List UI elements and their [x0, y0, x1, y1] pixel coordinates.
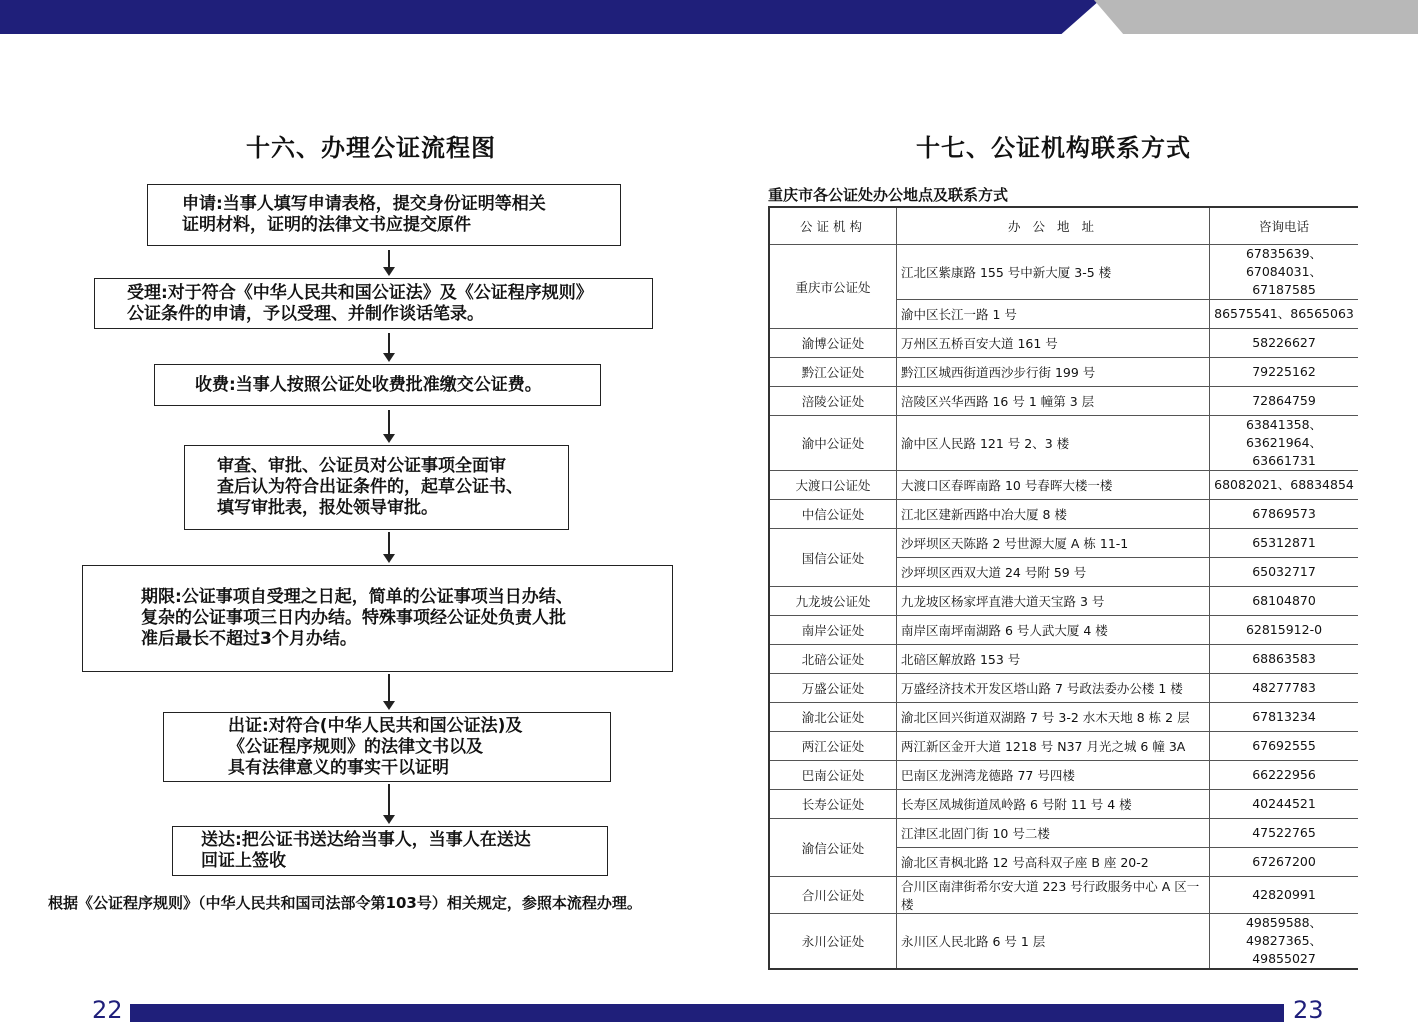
phone-line: 67187585: [1252, 282, 1316, 297]
org-cell: 重庆市公证处: [769, 245, 897, 329]
address-cell: 江北区建新西路中冶大厦 8 楼: [897, 500, 1210, 529]
table-row: [769, 587, 1358, 616]
header-phone: 咨询电话: [1210, 207, 1359, 245]
table-row: [769, 616, 1358, 645]
phone-cell: 65312871: [1210, 529, 1359, 558]
flow-arrow: [388, 250, 390, 274]
org-cell: 九龙坡公证处: [769, 587, 897, 616]
table-row: [769, 529, 1358, 558]
phone-cell: 42820991: [1210, 877, 1359, 914]
table-row: [769, 500, 1358, 529]
flow-arrow: [388, 674, 390, 708]
flow-step-line: 出证:对符合(中华人民共和国公证法)及: [228, 715, 523, 736]
address-cell: 沙坪坝区西双大道 24 号附 59 号: [897, 558, 1210, 587]
address-cell: 北碚区解放路 153 号: [897, 645, 1210, 674]
flow-step-fee: [154, 364, 601, 406]
header-address: 办 公 地 址: [897, 207, 1210, 245]
address-cell: 渝中区长江一路 1 号: [897, 300, 1210, 329]
phone-cell: 86575541、86565063: [1210, 300, 1359, 329]
address-cell: 黔江区城西街道西沙步行街 199 号: [897, 358, 1210, 387]
phone-line: 49859588、49827365、: [1245, 915, 1323, 948]
org-cell: 国信公证处: [769, 529, 897, 587]
org-cell: 大渡口公证处: [769, 471, 897, 500]
address-cell: 长寿区凤城街道凤岭路 6 号附 11 号 4 楼: [897, 790, 1210, 819]
phone-cell: [1210, 245, 1359, 300]
org-cell: 渝中公证处: [769, 416, 897, 471]
org-cell: 中信公证处: [769, 500, 897, 529]
org-cell: 南岸公证处: [769, 616, 897, 645]
table-row: [769, 674, 1358, 703]
address-cell: 永川区人民北路 6 号 1 层: [897, 914, 1210, 970]
phone-cell: 68863583: [1210, 645, 1359, 674]
flow-step-line: 准后最长不超过3个月办结。: [141, 629, 357, 649]
org-cell: 黔江公证处: [769, 358, 897, 387]
phone-line: 67835639、67084031、: [1245, 246, 1323, 279]
phone-cell: [1210, 416, 1359, 471]
org-cell: 合川公证处: [769, 877, 897, 914]
phone-cell: 48277783: [1210, 674, 1359, 703]
org-cell: 渝博公证处: [769, 329, 897, 358]
phone-cell: 68104870: [1210, 587, 1359, 616]
phone-cell: [1210, 914, 1359, 970]
phone-cell: 67692555: [1210, 732, 1359, 761]
flow-step-line: 送达:把公证书送达给当事人，当事人在送达: [201, 830, 531, 850]
flow-step-issue: [163, 712, 611, 782]
flow-step-line: 收费:当事人按照公证处收费批准缴交公证费。: [195, 374, 542, 395]
address-cell: 渝中区人民路 121 号 2、3 楼: [897, 416, 1210, 471]
address-cell: 南岸区南坪南湖路 6 号人武大厦 4 楼: [897, 616, 1210, 645]
table-row: [769, 329, 1358, 358]
table-row: [769, 645, 1358, 674]
table-row: [769, 732, 1358, 761]
org-cell: 北碚公证处: [769, 645, 897, 674]
page-number-left: 22: [92, 996, 123, 1024]
flow-step-line: 查后认为符合出证条件的，起草公证书、: [217, 477, 523, 497]
flow-arrow: [388, 410, 390, 441]
table-row: [769, 416, 1358, 471]
table-caption: 重庆市各公证处办公地点及联系方式: [768, 186, 1009, 204]
address-cell: 万州区五桥百安大道 161 号: [897, 329, 1210, 358]
bottom-decor-bar: [130, 1004, 1284, 1022]
flow-step-line: 《公证程序规则》的法律文书以及: [228, 736, 483, 757]
flow-step-line: 审查、审批、公证员对公证事项全面审: [217, 456, 506, 476]
org-cell: 涪陵公证处: [769, 387, 897, 416]
address-cell: 巴南区龙洲湾龙德路 77 号四楼: [897, 761, 1210, 790]
header-org: 公证机构: [769, 207, 897, 245]
address-cell: 两江新区金开大道 1218 号 N37 月光之城 6 幢 3A: [897, 732, 1210, 761]
org-cell: 渝信公证处: [769, 819, 897, 877]
table-row: [769, 790, 1358, 819]
table-row: [769, 761, 1358, 790]
phone-cell: 72864759: [1210, 387, 1359, 416]
phone-cell: 62815912-0: [1210, 616, 1359, 645]
flow-step-deliver: [172, 826, 608, 876]
flow-arrow: [388, 333, 390, 360]
flow-step-line: 受理:对于符合《中华人民共和国公证法》及《公证程序规则》: [127, 282, 593, 303]
address-cell: 涪陵区兴华西路 16 号 1 幢第 3 层: [897, 387, 1210, 416]
flow-step-line: 回证上签收: [201, 851, 286, 871]
table-row: [769, 245, 1358, 300]
table-row: [769, 387, 1358, 416]
flowchart-title: 十六、办理公证流程图: [246, 134, 496, 162]
org-cell: 两江公证处: [769, 732, 897, 761]
flowchart-note: 根据《公证程序规则》（中华人民共和国司法部令第103号）相关规定，参照本流程办理。: [48, 894, 642, 912]
table-row: [769, 819, 1358, 848]
flow-step-line: 期限:公证事项自受理之日起，简单的公证事项当日办结、: [141, 587, 573, 607]
page-number-right: 23: [1293, 996, 1324, 1024]
phone-cell: 65032717: [1210, 558, 1359, 587]
table-row: [769, 914, 1358, 970]
phone-cell: 68082021、68834854: [1210, 471, 1359, 500]
flow-arrow: [388, 532, 390, 561]
flow-step-line: 复杂的公证事项三日内办结。特殊事项经公证处负责人批: [141, 608, 566, 628]
contacts-table: [768, 206, 1358, 970]
phone-cell: 58226627: [1210, 329, 1359, 358]
address-cell: 万盛经济技术开发区塔山路 7 号政法委办公楼 1 楼: [897, 674, 1210, 703]
table-header-row: [769, 207, 1358, 245]
phone-line: 49855027: [1252, 951, 1316, 966]
table-row: [769, 877, 1358, 914]
org-cell: 渝北公证处: [769, 703, 897, 732]
address-cell: 江津区北固门街 10 号二楼: [897, 819, 1210, 848]
flow-step-line: 申请:当事人填写申请表格，提交身份证明等相关: [182, 194, 546, 214]
phone-cell: 40244521: [1210, 790, 1359, 819]
flow-arrow: [388, 784, 390, 822]
address-cell: 大渡口区春晖南路 10 号春晖大楼一楼: [897, 471, 1210, 500]
contacts-title: 十七、公证机构联系方式: [916, 134, 1191, 162]
address-cell: 沙坪坝区天陈路 2 号世源大厦 A 栋 11-1: [897, 529, 1210, 558]
address-cell: 合川区南津街希尔安大道 223 号行政服务中心 A 区一楼: [897, 877, 1210, 914]
table-row: [769, 703, 1358, 732]
top-decor-bar-navy: [0, 0, 1100, 34]
address-cell: 九龙坡区杨家坪直港大道天宝路 3 号: [897, 587, 1210, 616]
top-decor-bar-gray: [1094, 0, 1418, 34]
org-cell: 长寿公证处: [769, 790, 897, 819]
phone-line: 63841358、63621964、: [1245, 417, 1323, 450]
org-cell: 万盛公证处: [769, 674, 897, 703]
flow-step-line: 公证条件的申请，予以受理、并制作谈话笔录。: [127, 303, 484, 324]
flow-step-line: 填写审批表，报处领导审批。: [217, 498, 438, 518]
table-row: [769, 471, 1358, 500]
phone-cell: 67869573: [1210, 500, 1359, 529]
phone-cell: 67813234: [1210, 703, 1359, 732]
flow-step-apply: [147, 184, 621, 246]
address-cell: 渝北区青枫北路 12 号高科双子座 B 座 20-2: [897, 848, 1210, 877]
flow-step-line: 证明材料，证明的法律文书应提交原件: [182, 215, 471, 235]
address-cell: 江北区紫康路 155 号中新大厦 3-5 楼: [897, 245, 1210, 300]
address-cell: 渝北区回兴街道双湖路 7 号 3-2 水木天地 8 栋 2 层: [897, 703, 1210, 732]
phone-line: 63661731: [1252, 453, 1316, 468]
flow-step-line: 具有法律意义的事实干以证明: [228, 757, 449, 778]
phone-cell: 67267200: [1210, 848, 1359, 877]
phone-cell: 47522765: [1210, 819, 1359, 848]
org-cell: 巴南公证处: [769, 761, 897, 790]
table-row: [769, 358, 1358, 387]
flow-step-deadline: [82, 565, 673, 672]
flow-step-accept: [94, 278, 653, 329]
phone-cell: 66222956: [1210, 761, 1359, 790]
flow-step-review: [184, 445, 569, 530]
org-cell: 永川公证处: [769, 914, 897, 970]
phone-cell: 79225162: [1210, 358, 1359, 387]
